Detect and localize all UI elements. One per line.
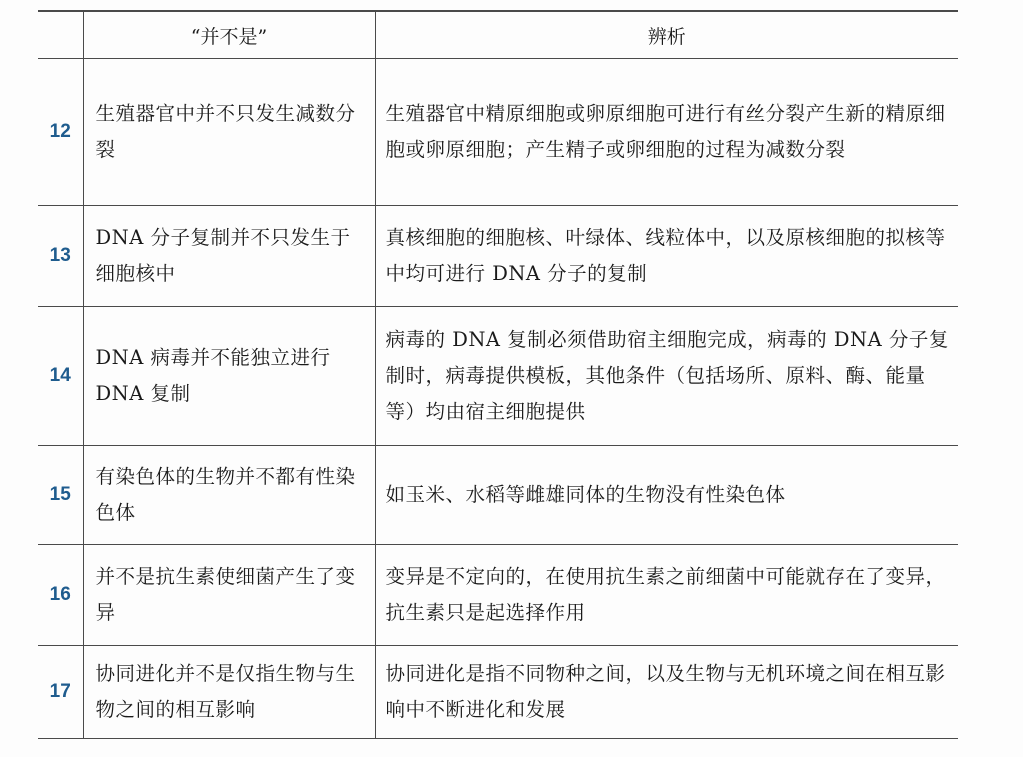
table-row [38, 446, 958, 545]
row-explanation: 如玉米、水稻等雌雄同体的生物没有性染色体 [375, 446, 958, 545]
row-number: 17 [38, 646, 83, 739]
row-number: 12 [38, 59, 83, 206]
table-row [38, 59, 958, 206]
table-header-row [38, 11, 958, 59]
row-statement: 有染色体的生物并不都有性染色体 [83, 446, 375, 545]
row-number: 13 [38, 206, 83, 307]
table-row [38, 545, 958, 646]
table-row [38, 206, 958, 307]
row-explanation: 真核细胞的细胞核、叶绿体、线粒体中，以及原核细胞的拟核等中均可进行 DNA 分子的复制 [375, 206, 958, 307]
row-explanation: 生殖器官中精原细胞或卵原细胞可进行有丝分裂产生新的精原细胞或卵原细胞；产生精子或卵细胞的过程为减数分裂 [375, 59, 958, 206]
table-row [38, 646, 958, 739]
header-number [38, 11, 83, 59]
header-statement: “并不是” [83, 11, 375, 59]
row-explanation: 病毒的 DNA 复制必须借助宿主细胞完成，病毒的 DNA 分子复制时，病毒提供模板，其他条件（包括场所、原料、酶、能量等）均由宿主细胞提供 [375, 307, 958, 446]
row-statement: DNA 病毒并不能独立进行 DNA 复制 [83, 307, 375, 446]
comparison-table [38, 10, 958, 739]
row-number: 14 [38, 307, 83, 446]
table-row [38, 307, 958, 446]
row-explanation: 变异是不定向的，在使用抗生素之前细菌中可能就存在了变异，抗生素只是起选择作用 [375, 545, 958, 646]
row-number: 15 [38, 446, 83, 545]
row-explanation: 协同进化是指不同物种之间，以及生物与无机环境之间在相互影响中不断进化和发展 [375, 646, 958, 739]
row-statement: 并不是抗生素使细菌产生了变异 [83, 545, 375, 646]
row-statement: 生殖器官中并不只发生减数分裂 [83, 59, 375, 206]
row-statement: 协同进化并不是仅指生物与生物之间的相互影响 [83, 646, 375, 739]
header-explanation: 辨析 [375, 11, 958, 59]
row-number: 16 [38, 545, 83, 646]
row-statement: DNA 分子复制并不只发生于细胞核中 [83, 206, 375, 307]
